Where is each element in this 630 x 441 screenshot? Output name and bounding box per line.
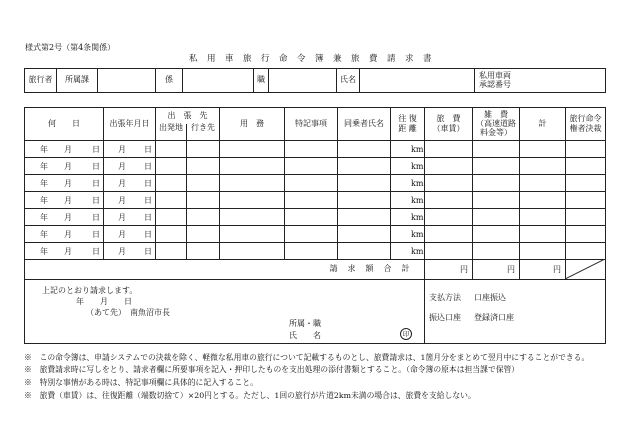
passenger-input[interactable] [338, 226, 390, 242]
destination-input[interactable] [187, 158, 219, 174]
diagonal-strike [565, 259, 605, 279]
misc-input[interactable] [473, 141, 519, 157]
request-date: 年 月 日 [76, 297, 132, 306]
authority-input[interactable] [566, 158, 605, 174]
name-input[interactable] [360, 69, 473, 91]
department-input[interactable] [98, 69, 154, 91]
col-misc-line-2: （高速道路 [476, 118, 516, 128]
duty-input[interactable] [220, 209, 284, 225]
passenger-input[interactable] [338, 158, 390, 174]
origin-input[interactable] [156, 158, 186, 174]
position-input[interactable] [269, 69, 335, 91]
remarks-input[interactable] [285, 175, 337, 191]
col-distance-line-2: 距 離 [398, 123, 417, 133]
duty-input[interactable] [220, 158, 284, 174]
col-origin: 出発地 [159, 123, 183, 133]
distance-km: km [411, 144, 424, 154]
page-title: 私用車旅行命令簿兼旅費請求書 [188, 54, 441, 65]
departure-month: 月 [118, 212, 126, 222]
travel-cost-input[interactable] [425, 141, 472, 157]
passenger-input[interactable] [338, 175, 390, 191]
passenger-input[interactable] [338, 209, 390, 225]
date-day: 日 [92, 178, 100, 188]
note-text: 旅費（車賃）は、往復距離（端数切捨て）×20円とする。ただし、1回の旅行が片道2km未満の場合は、旅費を支給しない。 [39, 391, 476, 400]
remarks-input[interactable] [285, 209, 337, 225]
total-input[interactable] [520, 243, 565, 259]
col-passenger: 同乗者氏名 [344, 118, 384, 128]
date-year: 年 [40, 212, 48, 222]
col-date: 何 日 [48, 118, 80, 128]
col-misc [473, 107, 519, 140]
note-marker: ※ [24, 391, 32, 400]
origin-input[interactable] [156, 226, 186, 242]
date-year: 年 [40, 246, 48, 256]
duty-input[interactable] [220, 226, 284, 242]
total-input[interactable] [520, 158, 565, 174]
remarks-input[interactable] [285, 158, 337, 174]
vehicle-approval-line-1: 私用車両 [479, 70, 511, 80]
note-4 [24, 390, 476, 401]
date-month: 月 [64, 195, 72, 205]
destination-input[interactable] [187, 226, 219, 242]
date-month: 月 [64, 178, 72, 188]
transfer-account-label: 振込口座 [429, 313, 461, 322]
departure-month: 月 [118, 229, 126, 239]
col-departure-date: 出張年月日 [109, 118, 150, 128]
distance-km: km [411, 212, 424, 222]
departure-day: 日 [144, 161, 152, 171]
col-destination: 行き先 [191, 123, 215, 133]
note-3 [24, 377, 258, 388]
col-total: 計 [538, 118, 547, 128]
authority-input[interactable] [566, 175, 605, 191]
misc-input[interactable] [473, 209, 519, 225]
departure-day: 日 [144, 195, 152, 205]
department-label: 所属課 [65, 75, 89, 85]
note-text: 特別な事情がある時は、特記事項欄に具体的に記入すること。 [39, 378, 258, 387]
travel-cost-input[interactable] [425, 243, 472, 259]
remarks-input[interactable] [285, 192, 337, 208]
col-trip-label: 出 張 先 [167, 110, 208, 120]
destination-input[interactable] [187, 175, 219, 191]
authority-input[interactable] [566, 192, 605, 208]
vehicle-approval-label [475, 68, 515, 92]
duty-input[interactable] [220, 175, 284, 191]
note-marker: ※ [24, 365, 32, 374]
misc-input[interactable] [473, 243, 519, 259]
col-authority-line-1: 旅行命令 [569, 114, 602, 124]
misc-input[interactable] [473, 226, 519, 242]
departure-day: 日 [144, 229, 152, 239]
departure-month: 月 [118, 178, 126, 188]
misc-input[interactable] [473, 192, 519, 208]
authority-input[interactable] [566, 141, 605, 157]
note-text: この命令簿は、申請システムでの決裁を除く、軽微な私用車の旅行について記載するものとし、旅費請求は、1箇月分をまとめて翌月中にすることができる。 [39, 353, 590, 362]
col-travel-cost-line-2: （車賃） [432, 123, 465, 133]
col-authority-line-2: 権者決裁 [569, 123, 602, 133]
yen-travel-cost: 円 [460, 264, 468, 274]
col-misc-line-1: 雑 費 [484, 109, 508, 119]
duty-input[interactable] [220, 141, 284, 157]
payment-method-label: 支払方法 [429, 293, 461, 302]
departure-month: 月 [118, 144, 126, 154]
date-day: 日 [92, 144, 100, 154]
claim-total-label: 請 求 額 合 計 [329, 264, 411, 274]
distance-km: km [411, 229, 424, 239]
distance-km: km [411, 178, 424, 188]
date-day: 日 [92, 195, 100, 205]
note-text: 旅費請求時に写しをとり、請求者欄に所要事項を記入・押印したものを支出処理の添付書類とすること。（命令簿の原本は担当課で保管） [39, 365, 520, 374]
distance-km: km [411, 161, 424, 171]
date-day: 日 [92, 229, 100, 239]
date-month: 月 [64, 144, 72, 154]
travel-cost-input[interactable] [425, 192, 472, 208]
distance-km: km [411, 246, 424, 256]
payment-method-value: 口座振込 [474, 293, 506, 302]
destination-input[interactable] [187, 141, 219, 157]
traveler-label: 旅行者 [28, 75, 53, 85]
date-year: 年 [40, 161, 48, 171]
origin-input[interactable] [156, 209, 186, 225]
date-year: 年 [40, 229, 48, 239]
total-input[interactable] [520, 175, 565, 191]
passenger-input[interactable] [338, 141, 390, 157]
date-year: 年 [40, 195, 48, 205]
passenger-input[interactable] [338, 192, 390, 208]
vehicle-approval-line-2: 承認番号 [479, 80, 511, 89]
affiliation-label: 所属・職 [289, 319, 321, 328]
yen-misc: 円 [507, 264, 515, 274]
date-month: 月 [64, 229, 72, 239]
misc-input[interactable] [473, 158, 519, 174]
duty-input[interactable] [220, 192, 284, 208]
date-month: 月 [64, 246, 72, 256]
position-label: 職 [257, 75, 265, 85]
destination-input[interactable] [187, 209, 219, 225]
authority-input[interactable] [566, 243, 605, 259]
origin-input[interactable] [156, 192, 186, 208]
remarks-input[interactable] [285, 141, 337, 157]
passenger-input[interactable] [338, 243, 390, 259]
travel-cost-input[interactable] [425, 209, 472, 225]
distance-km: km [411, 195, 424, 205]
departure-month: 月 [118, 161, 126, 171]
duty-input[interactable] [220, 243, 284, 259]
addressee: （あて先） 南魚沼市長 [86, 308, 170, 317]
departure-day: 日 [144, 246, 152, 256]
vehicle-approval-input[interactable] [516, 69, 604, 91]
date-day: 日 [92, 246, 100, 256]
rank-input[interactable] [183, 69, 252, 91]
destination-input[interactable] [187, 192, 219, 208]
origin-input[interactable] [156, 141, 186, 157]
departure-day: 日 [144, 212, 152, 222]
col-duty: 用 務 [240, 118, 264, 128]
note-1 [24, 352, 589, 363]
origin-input[interactable] [156, 175, 186, 191]
travel-cost-input[interactable] [425, 158, 472, 174]
departure-month: 月 [118, 246, 126, 256]
note-2 [24, 364, 519, 375]
travel-cost-input[interactable] [425, 226, 472, 242]
col-remarks: 特記事項 [295, 118, 327, 128]
col-travel-cost [425, 107, 472, 140]
destination-input[interactable] [187, 243, 219, 259]
name-label: 氏名 [340, 75, 356, 85]
remarks-input[interactable] [285, 243, 337, 259]
misc-input[interactable] [473, 175, 519, 191]
note-marker: ※ [24, 378, 32, 387]
origin-input[interactable] [156, 243, 186, 259]
col-misc-line-3: 料金等） [480, 128, 512, 138]
col-travel-cost-line-1: 旅 費 [436, 114, 461, 124]
col-distance [391, 107, 424, 140]
departure-day: 日 [144, 178, 152, 188]
rank-label: 係 [165, 75, 173, 85]
departure-month: 月 [118, 195, 126, 205]
date-day: 日 [92, 212, 100, 222]
travel-cost-input[interactable] [425, 175, 472, 191]
transfer-account-value: 登録済口座 [474, 313, 514, 322]
seal-mark: 印 [400, 328, 412, 340]
col-authority [566, 107, 605, 140]
authority-input[interactable] [566, 209, 605, 225]
departure-day: 日 [144, 144, 152, 154]
request-text: 上記のとおり請求します。 [42, 286, 138, 295]
remarks-input[interactable] [285, 226, 337, 242]
note-marker: ※ [24, 353, 32, 362]
total-input[interactable] [520, 209, 565, 225]
total-input[interactable] [520, 141, 565, 157]
date-day: 日 [92, 161, 100, 171]
authority-input[interactable] [566, 226, 605, 242]
total-input[interactable] [520, 226, 565, 242]
total-input[interactable] [520, 192, 565, 208]
date-year: 年 [40, 178, 48, 188]
yen-total: 円 [553, 264, 561, 274]
date-year: 年 [40, 144, 48, 154]
form-number: 様式第2号（第4条関係） [25, 43, 116, 52]
date-month: 月 [64, 212, 72, 222]
col-distance-line-1: 往 復 [398, 114, 417, 124]
date-month: 月 [64, 161, 72, 171]
claimant-name-label: 氏 名 [289, 331, 321, 340]
